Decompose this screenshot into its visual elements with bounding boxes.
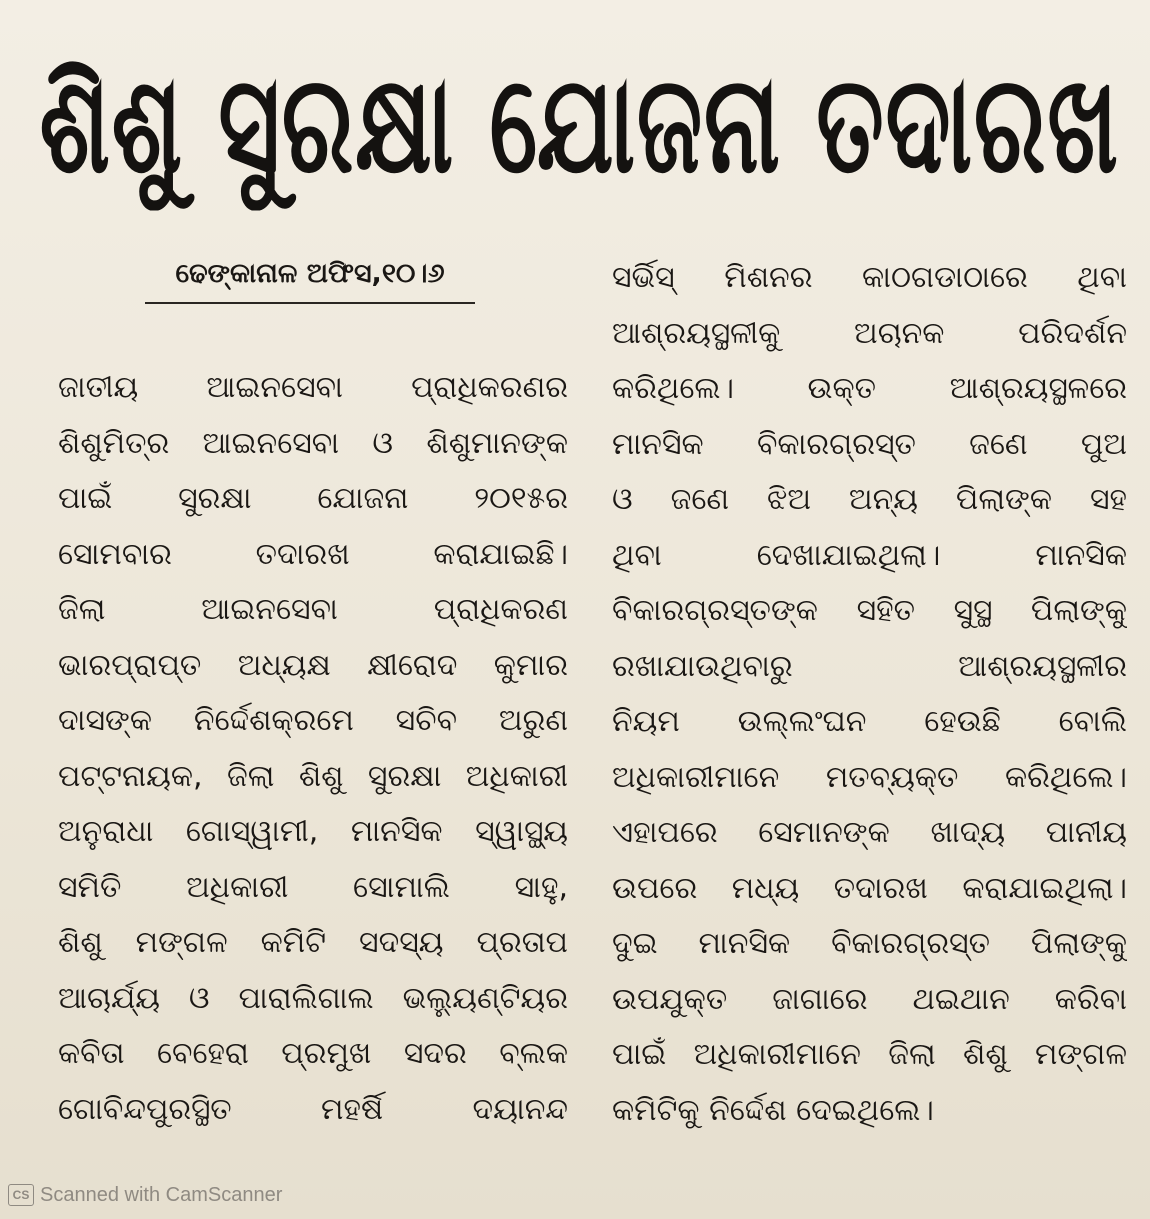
article-line: ପଟ୍ଟନାୟକ, ଜିଲା ଶିଶୁ ସୁରକ୍ଷା ଅଧିକାରୀ xyxy=(58,758,568,794)
article-line: ସର୍ଭିସ୍ ମିଶନର କାଠଗଡାଠାରେ ଥିବା xyxy=(612,260,1127,295)
article-line: ଉପରେ ମଧ୍ୟ ତଦାରଖ କରାଯାଇଥିଲା। xyxy=(612,870,1127,906)
article-line: ଶିଶୁମିତ୍ର ଆଇନସେବା ଓ ଶିଶୁମାନଙ୍କ xyxy=(58,425,568,461)
article-line: ଗୋବିନ୍ଦପୁରସ୍ଥିତ ମହର୍ଷି ଦୟାନନ୍ଦ xyxy=(58,1091,568,1127)
article-line: ସମିତି ଅଧିକାରୀ ସୋମାଲି ସାହୁ, xyxy=(58,869,568,905)
article-line: ପାଇଁ ସୁରକ୍ଷା ଯୋଜନା ୨୦୧୫ର xyxy=(58,481,568,516)
article-line: କବିତା ବେହେରା ପ୍ରମୁଖ ସଦର ବ୍ଲକ xyxy=(58,1036,568,1071)
article-line: ମାନସିକ ବିକାରଗ୍ରସ୍ତ ଜଣେ ପୁଅ xyxy=(612,426,1127,462)
article-line: ରଖାଯାଉଥିବାରୁ ଆଶ୍ରୟସ୍ଥଳୀର xyxy=(612,648,1127,684)
article-line: ଓ ଜଣେ ଝିଅ ଅନ୍ୟ ପିଲାଙ୍କ ସହ xyxy=(612,482,1127,517)
article-line: କରିଥିଲେ। ଉକ୍ତ ଆଶ୍ରୟସ୍ଥଳରେ xyxy=(612,371,1127,406)
article-line: ପାଇଁ ଅଧିକାରୀମାନେ ଜିଲା ଶିଶୁ ମଙ୍ଗଳ xyxy=(612,1037,1127,1072)
article-line: ଉପଯୁକ୍ତ ଜାଗାରେ ଥଇଥାନ କରିବା xyxy=(612,981,1127,1017)
dateline: ଢେଙ୍କାନାଳ ଅଫିସ,୧୦।୬ xyxy=(145,252,475,304)
article-column-left xyxy=(58,360,568,1137)
article-line: ଆଚାର୍ଯ୍ୟ ଓ ପାରାଲିଗାଲ ଭଲ୍ୟୁଣ୍ଟିୟର xyxy=(58,980,568,1016)
article-line: ଶିଶୁ ମଙ୍ଗଳ କମିଟି ସଦସ୍ୟ ପ୍ରତାପ xyxy=(58,925,568,960)
article-line: ଏହାପରେ ସେମାନଙ୍କ ଖାଦ୍ୟ ପାନୀୟ xyxy=(612,815,1127,850)
article-line: ଦୁଇ ମାନସିକ ବିକାରଗ୍ରସ୍ତ ପିଲାଙ୍କୁ xyxy=(612,926,1127,961)
article-line: ନିୟମ ଉଲ୍ଲଂଘନ ହେଉଛି ବୋଲି xyxy=(612,704,1127,739)
article-line: ଜାତୀୟ ଆଇନସେବା ପ୍ରାଧିକରଣର xyxy=(58,370,568,405)
article-line: ସୋମବାର ତଦାରଖ କରାଯାଇଛି। xyxy=(58,536,568,572)
article-line: ଜିଲା ଆଇନସେବା ପ୍ରାଧିକରଣ xyxy=(58,592,568,627)
scanner-watermark xyxy=(8,1180,282,1210)
article-line: ଥିବା ଦେଖାଯାଇଥିଲା। ମାନସିକ xyxy=(612,537,1127,573)
article-line: ଆଶ୍ରୟସ୍ଥଳୀକୁ ଅଚାନକ ପରିଦର୍ଶନ xyxy=(612,315,1127,351)
article-line: ଅଧିକାରୀମାନେ ମତବ୍ୟକ୍ତ କରିଥିଲେ। xyxy=(612,759,1127,795)
article-line: ଭାରପ୍ରାପ୍ତ ଅଧ୍ୟକ୍ଷ କ୍ଷୀରୋଦ କୁମାର xyxy=(58,647,568,683)
article-column-right xyxy=(612,250,1127,1138)
article-line: କମିଟିକୁ ନିର୍ଦ୍ଦେଶ ଦେଇଥିଲେ। xyxy=(612,1092,934,1128)
article-line: ଦାସଙ୍କ ନିର୍ଦ୍ଦେଶକ୍ରମେ ସଚିବ ଅରୁଣ xyxy=(58,703,568,738)
article-line: ଅନୁରାଧା ଗୋସ୍ୱାମୀ, ମାନସିକ ସ୍ୱାସ୍ଥ୍ୟ xyxy=(58,814,568,849)
headline: ଶିଶୁ ସୁରକ୍ଷା ଯୋଜନା ତଦାରଖ xyxy=(39,44,1121,203)
watermark-text: Scanned with CamScanner xyxy=(40,1183,283,1206)
article-line: ବିକାରଗ୍ରସ୍ତଙ୍କ ସହିତ ସୁସ୍ଥ ପିଲାଙ୍କୁ xyxy=(612,593,1127,628)
camscanner-logo-icon: CS xyxy=(8,1184,34,1206)
